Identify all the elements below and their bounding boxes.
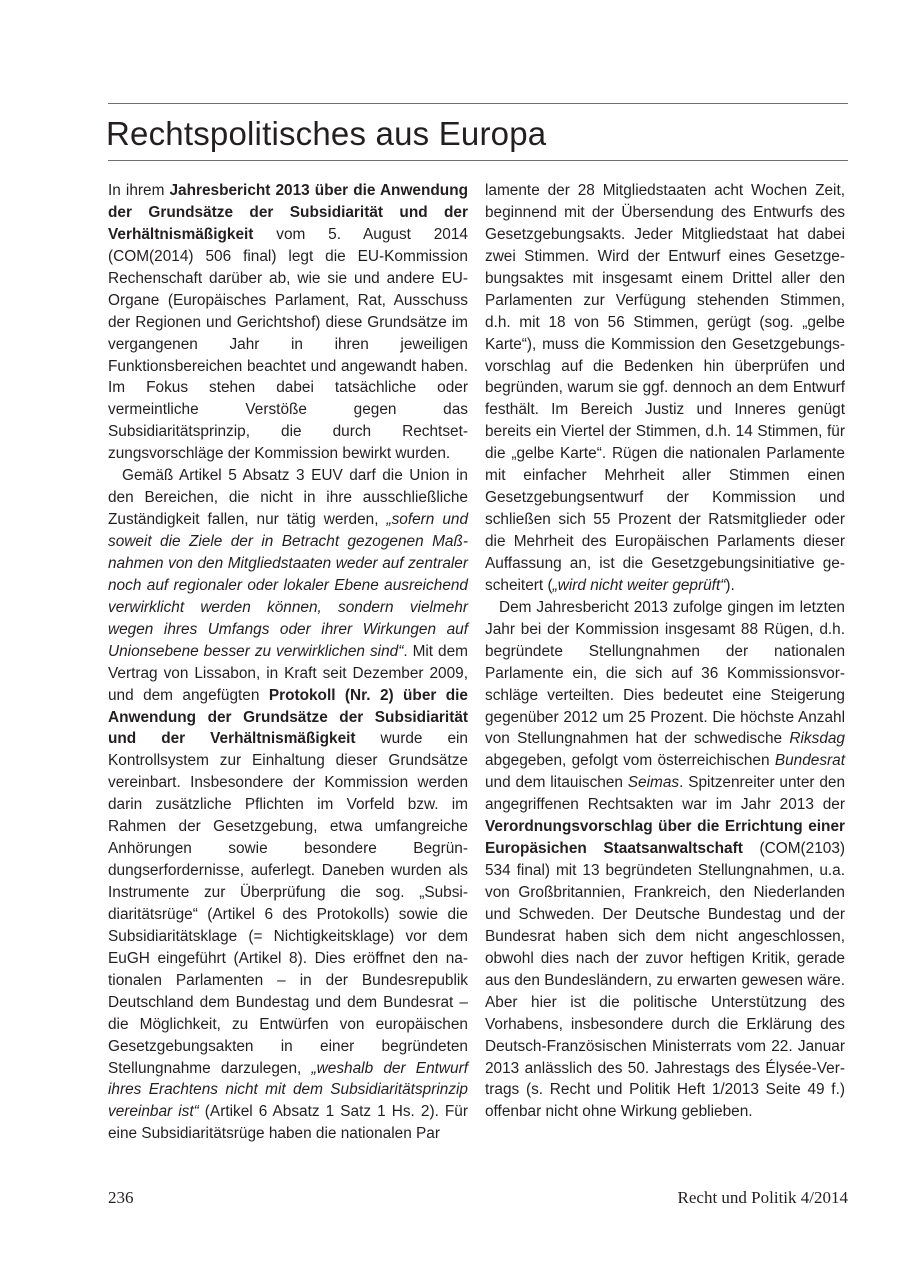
- page-title: Rechtspolitisches aus Europa: [106, 115, 547, 152]
- text-run: und dem litauischen: [485, 774, 628, 792]
- text-run: wurde ein Kontrollsystem zur Einhaltung dieser Grundsätze vereinbart. Insbesondere der Kommission werden darin zusätzliche Pflichten im Vorfeld bzw. im Rahmen der Gesetzgebung, etwa umfangreiche Anhörungen sowie besondere Begründungserfordernisse, auferlegt. Daneben wurden als Instrumente zur Überprüfung die sog. „Subsidiaritätsrüge“ (Artikel 6 des Protokolls) sowie die Subsidiaritätsklage (= Nichtigkeitsklage) vor dem EuGH eingeführt (Artikel 8). Dies eröffnet den nationalen Parlamenten – in der Bundesrepublik Deutschland dem Bundestag und dem Bundesrat – die Möglichkeit, zu Entwürfen von europäischen Gesetzgebungsakten in einer begründeten Stellungnahme darzulegen,: [108, 730, 468, 1077]
- text-run: (COM(2103) 534 final) mit 13 begründeten Stellungnahmen, u.a. von Großbritannien, Frankreich, den Niederlanden und Schweden. Der Deutsche Bundestag und der Bundesrat haben sich dem nicht angeschlossen, obwohl dies nach der zuvor heftigen Kritik, gerade aus den Bundesländern, zu erwarten gewesen wäre. Aber hier ist die politische Unterstützung des Vorhabens, insbesondere durch die Erklärung des Deutsch-Französischen Ministerrats vom 22. Januar 2013 anlässlich des 50. Jahrestags des Élysée-Vertrags (s. Recht und Politik Heft 1/2013 Seite 49 f.) offenbar nicht ohne Wirkung geblieben.: [485, 840, 846, 1121]
- text-column-left: [108, 180, 468, 1145]
- text-run: (Artikel 6 Absatz 1 Satz 1 Hs. 2). Für eine Subsidiaritätsrüge haben die nationalen Par: [108, 1103, 468, 1143]
- text-run: abgegeben, gefolgt vom österreichischen: [485, 752, 775, 770]
- bold-run: Jahresbericht 2013 über die Anwendung der Grundsätze der Subsidiarität und der Verhältnismäßigkeit: [108, 182, 468, 243]
- bold-run: Protokoll (Nr. 2) über die Anwendung der Grundsätze der Subsidiarität und der Verhältnismäßigkeit: [108, 686, 468, 748]
- paragraph-2-continued: [485, 180, 845, 597]
- italic-run: „weshalb der Entwurf ihres Erachtens nicht mit dem Subsidiaritätsprinzip vereinbar ist“: [108, 1059, 468, 1121]
- text-run: lamente der 28 Mitgliedstaaten acht Wochen Zeit, beginnend mit der Übersendung des Entwurfs des Gesetzgebungsakts. Jeder Mitgliedstaat hat dabei zwei Stimmen. Wird der Entwurf eines Gesetzgebungsaktes mit insgesamt einem Drittel aller den Parlamenten zur Verfügung stehenden Stimmen, d.h. mit 18 von 56 Stimmen, gerügt (sog. „gelbe Karte“), muss die Kommission den Gesetzgebungsvorschlag auf die Bedenken hin überprüfen und begründen, warum sie ggf. dennoch an dem Entwurf festhält. Im Bereich Justiz und Inneres genügt bereits ein Viertel der Stimmen, d.h. 14 Stimmen, für die „gelbe Karte“. Rügen die nationalen Parlamente mit einfacher Mehrheit aller Stimmen einen Gesetzgebungsentwurf der Kommission und schließen sich 55 Prozent der Ratsmitglieder oder die Mehrheit des Europäischen Parlaments dieser Auffassung an, ist die Gesetzgebungsinitiative gescheitert (: [485, 182, 845, 594]
- text-run: . Spitzenreiter unter den angegriffenen Rechtsakten war im Jahr 2013 der: [485, 774, 846, 814]
- text-run: In ihrem: [108, 182, 170, 199]
- text-run: Dem Jahresbericht 2013 zufolge gingen im letzten Jahr bei der Kommission insgesamt 88 Rügen, d.h. begründete Stellungnahmen der nationalen Parlamente ein, die sich auf 36 Kommissionsvorschläge verteilten. Dies bedeutet eine Steigerung gegenüber 2012 um 25 Prozent. Die höchste Anzahl von Stellungnahmen hat der schwedische: [485, 598, 845, 748]
- paragraph-2: [108, 465, 468, 1145]
- journal-reference: Recht und Politik 4/2014: [677, 1188, 848, 1207]
- text-run: . Mit dem Vertrag von Lissabon, in Kraft seit Dezember 2009, und dem angefügten: [108, 642, 468, 704]
- text-run: Gemäß Artikel 5 Absatz 3 EUV darf die Union in den Bereichen, die nicht in ihre ausschließliche Zuständigkeit fallen, nur tätig werden,: [108, 467, 468, 529]
- italic-run: Bundesrat: [774, 752, 845, 770]
- italic-run: Riksdag: [789, 730, 845, 748]
- header-rule-top: [108, 103, 848, 104]
- italic-run: Seimas: [627, 774, 680, 792]
- text-run: ).: [725, 576, 735, 594]
- header-rule-bottom: [108, 160, 848, 161]
- text-column-right: [485, 180, 845, 1123]
- italic-run: „wird nicht weiter geprüft“: [552, 576, 726, 594]
- italic-run: „sofern und soweit die Ziele der in Betracht gezogenen Maßnahmen von den Mitgliedstaaten weder auf zentraler noch auf regionaler oder lokaler Ebene ausreichend verwirklicht werden können, sondern vielmehr wegen ihres Umfangs oder ihrer Wirkungen auf Unionsebene besser zu verwirklichen sind“: [108, 511, 469, 660]
- page-number: 236: [108, 1188, 134, 1207]
- paragraph-1: [108, 180, 468, 465]
- paragraph-3: [485, 597, 845, 1124]
- bold-run: Verordnungsvorschlag über die Errichtung einer Europäsichen Staatsanwaltschaft: [485, 818, 845, 858]
- text-run: vom 5. August 2014 (COM(2014) 506 final) legt die EU-Kommission Rechenschaft darüber ab, wie sie und andere EU-Organe (Europäisches Parlament, Rat, Ausschuss der Regionen und Gerichtshof) diese Grundsätze im vergangenen Jahr in ihren jeweiligen Funktionsbereichen beachtet und angewandt haben. Im Fokus stehen dabei tatsächliche oder vermeintliche Verstöße gegen das Subsidiaritätsprinzip, die durch Rechtsetzungsvorschläge der Kommission bewirkt wurden.: [108, 225, 468, 463]
